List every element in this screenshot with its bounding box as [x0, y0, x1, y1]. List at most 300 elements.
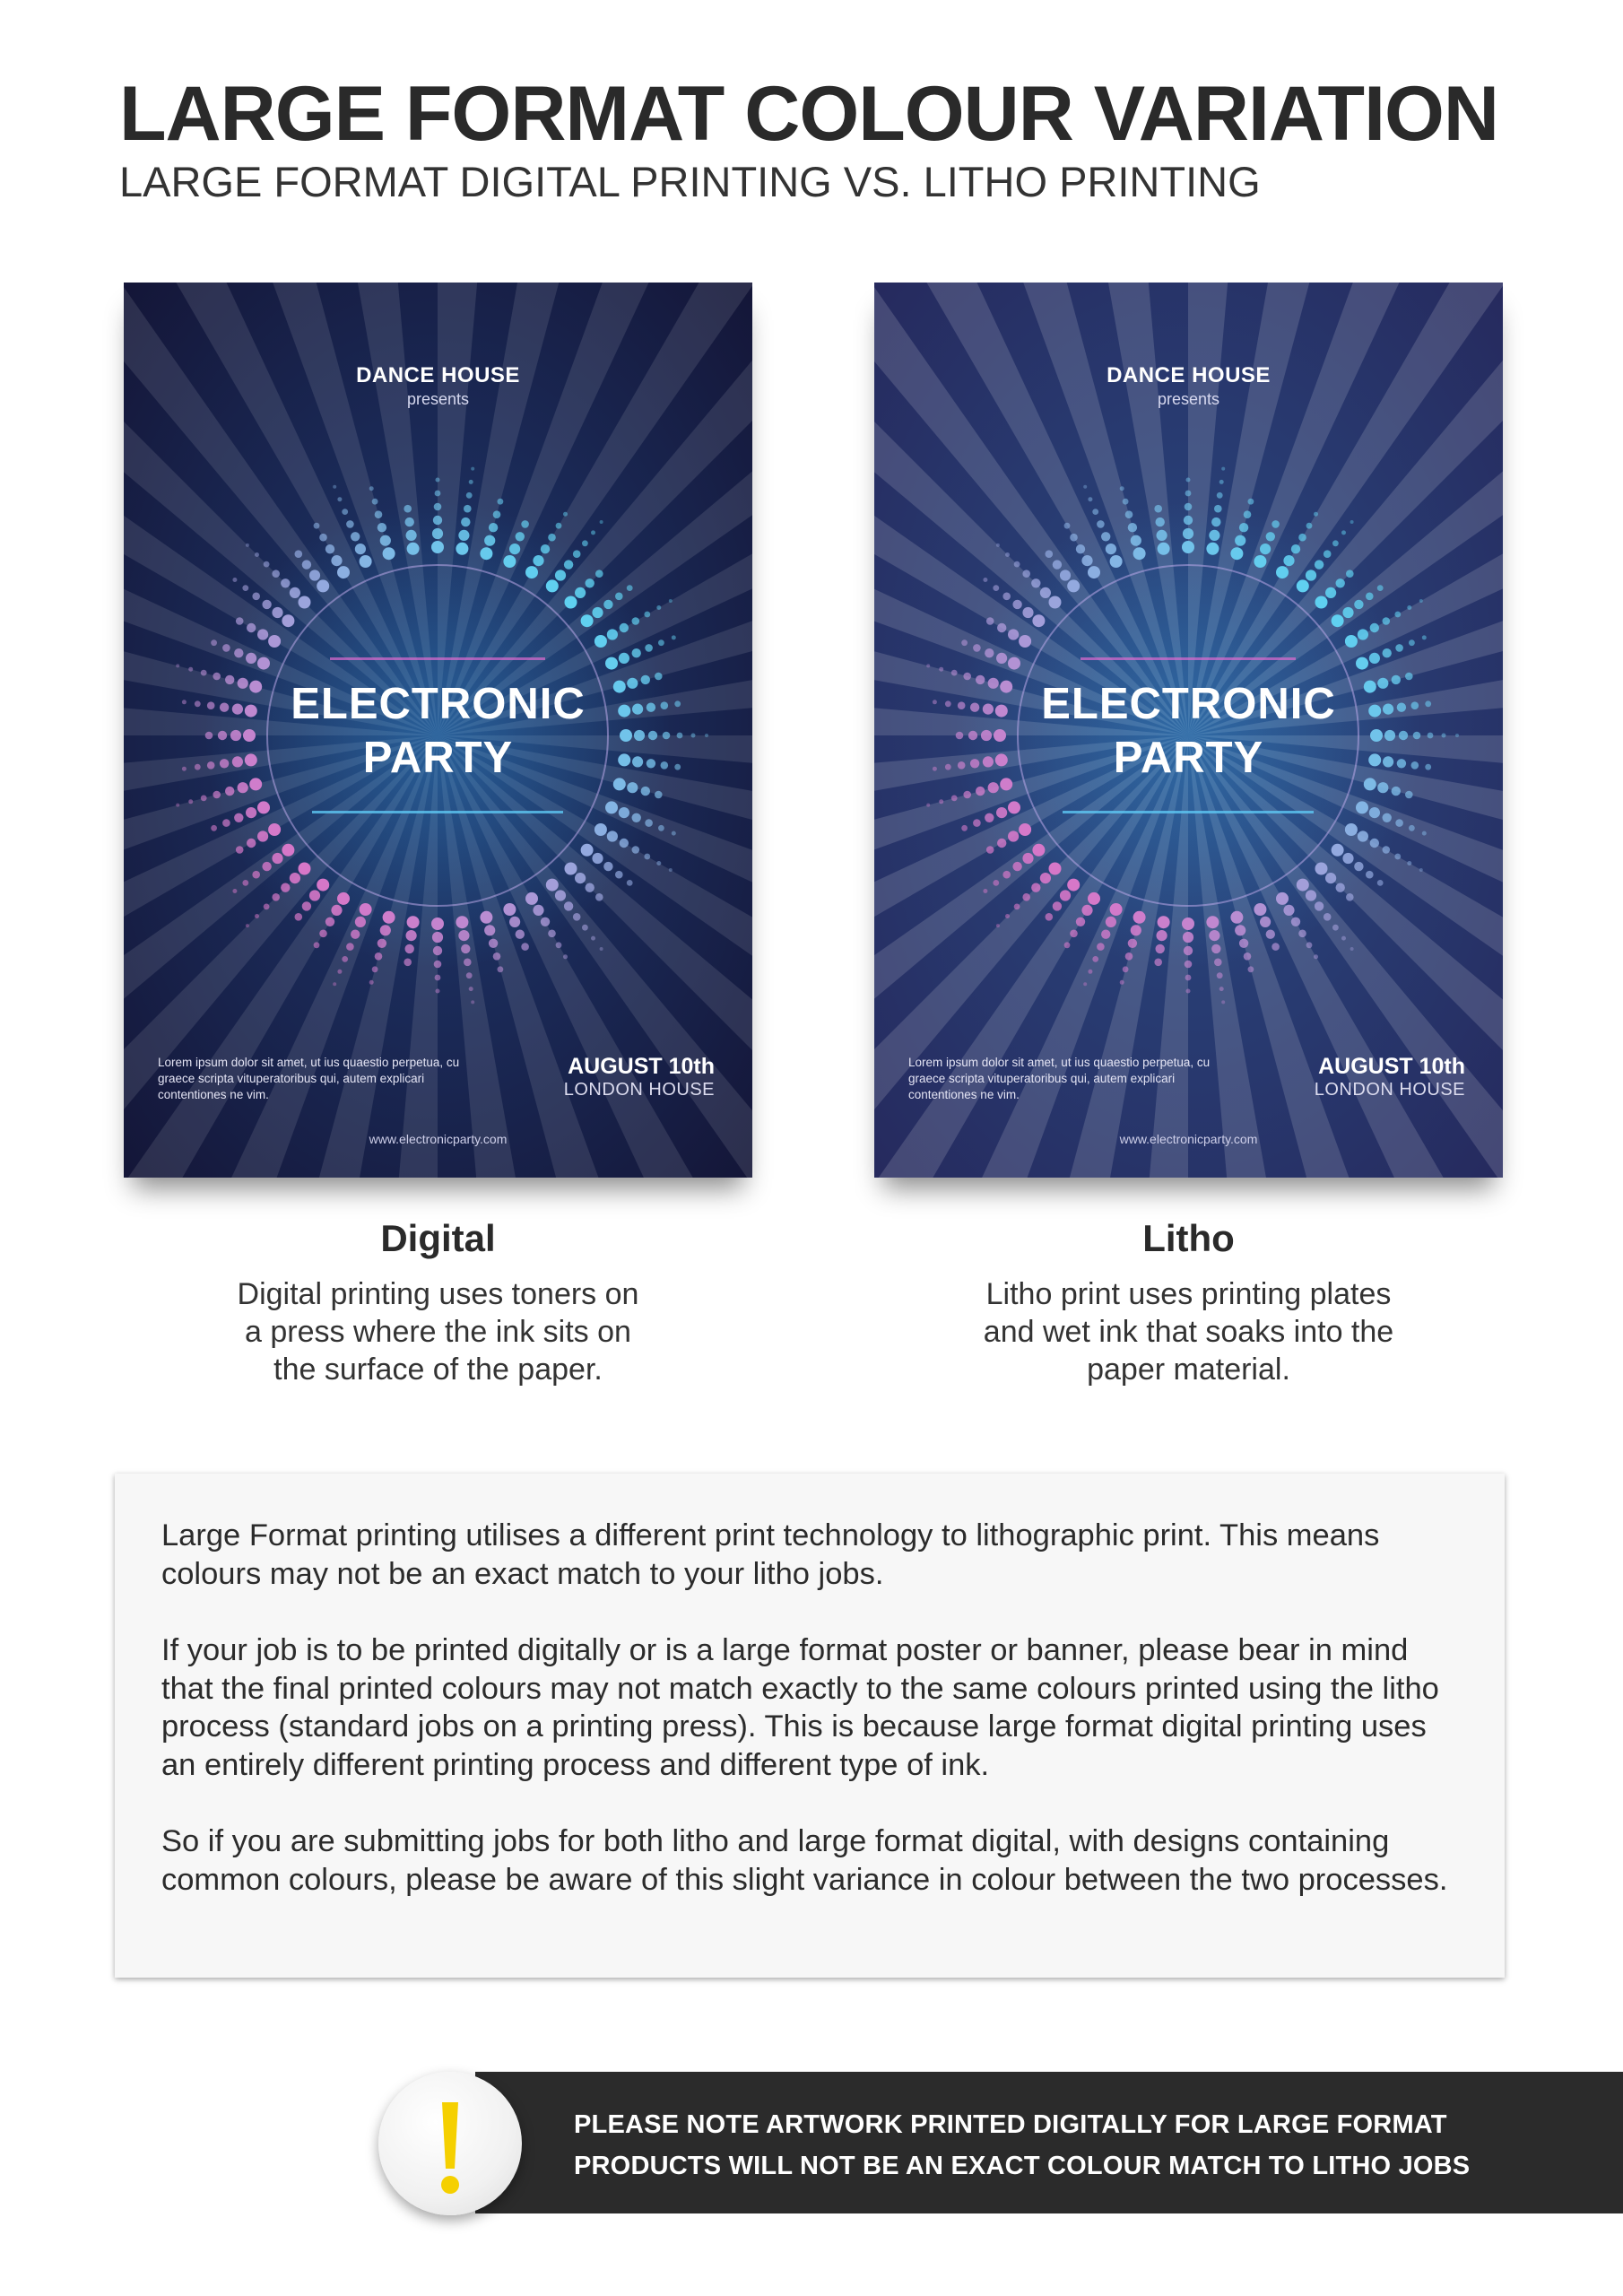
poster-dot — [1260, 544, 1271, 554]
poster-dot — [252, 593, 260, 601]
poster-dot — [1221, 467, 1225, 471]
poster-dot — [669, 599, 673, 603]
poster-dot — [299, 596, 311, 609]
poster-dot — [1239, 523, 1248, 532]
poster-dot — [360, 555, 372, 568]
poster-dot — [595, 570, 603, 578]
poster-dot — [1345, 823, 1358, 836]
poster-dot — [1156, 517, 1165, 526]
poster-dot — [1088, 497, 1092, 501]
poster-dot — [1022, 570, 1030, 578]
poster-dot — [595, 635, 607, 648]
poster-dot — [331, 905, 342, 916]
poster-dot — [1254, 555, 1266, 568]
poster-headline — [874, 677, 1503, 785]
poster-dot — [1407, 605, 1411, 610]
poster-dot — [1185, 975, 1192, 981]
poster-dot — [600, 520, 603, 524]
poster-dot — [1211, 944, 1220, 953]
poster-dot — [1332, 614, 1344, 627]
poster-dot — [575, 587, 586, 598]
poster-dot — [436, 989, 440, 994]
poster-dot — [1106, 917, 1116, 927]
poster-dot — [262, 600, 271, 609]
poster-dot — [360, 903, 372, 916]
digital-description — [124, 1275, 752, 1388]
poster-dot — [222, 644, 230, 652]
litho-description — [874, 1275, 1503, 1388]
poster-dot — [1183, 528, 1193, 539]
poster-dot — [603, 600, 612, 609]
poster-dot — [1019, 823, 1031, 836]
poster-dot — [314, 523, 320, 529]
poster-dot — [257, 657, 270, 670]
poster-dot — [1064, 942, 1071, 948]
litho-description-line: Litho print uses printing plates — [985, 1277, 1392, 1311]
poster-dot — [431, 918, 444, 930]
poster-dot — [434, 961, 442, 969]
poster-dot — [1276, 566, 1289, 578]
poster-dot — [615, 871, 623, 879]
poster-dot — [378, 523, 386, 532]
poster-dot — [565, 596, 577, 609]
poster-presents: presents — [1157, 390, 1220, 408]
poster-dot — [232, 889, 237, 893]
poster-dot — [644, 612, 650, 618]
poster-dot — [996, 807, 1007, 818]
poster-dot — [951, 796, 958, 802]
poster-dot — [555, 890, 566, 900]
poster-dot — [1394, 854, 1401, 860]
poster-dot — [257, 801, 270, 813]
poster-dot — [383, 547, 395, 560]
poster-dot — [586, 578, 595, 587]
poster-dot — [503, 903, 516, 916]
poster-dot — [380, 535, 391, 546]
poster-dot — [1369, 653, 1380, 664]
poster-dot — [1346, 570, 1354, 578]
poster-dot — [1209, 530, 1219, 541]
poster-dot — [993, 585, 999, 591]
poster-presents: presents — [406, 390, 470, 408]
poster-dot — [939, 799, 943, 804]
poster-dot — [1325, 587, 1336, 598]
poster-dot — [1158, 543, 1170, 555]
poster-dot — [246, 544, 249, 547]
poster-dot — [1182, 541, 1194, 553]
poster-dot — [1088, 566, 1100, 578]
poster-dot — [1158, 916, 1170, 928]
poster-dot — [1383, 813, 1392, 822]
poster-dot — [1366, 593, 1374, 601]
poster-dot — [319, 930, 327, 938]
poster-url: www.electronicparty.com — [1119, 1132, 1258, 1146]
poster-dot — [242, 880, 248, 886]
poster-dot — [1219, 480, 1224, 484]
poster-dot — [1219, 987, 1224, 991]
poster-dot — [299, 863, 311, 875]
poster-dot — [1031, 578, 1040, 587]
poster-dot — [351, 532, 360, 541]
poster-dot — [582, 925, 588, 931]
poster-dot — [372, 499, 378, 505]
poster-dot — [1235, 925, 1245, 935]
poster-dot — [564, 560, 573, 569]
poster-dot — [404, 959, 412, 967]
poster-dot — [1214, 959, 1222, 967]
poster-dot — [563, 512, 568, 517]
poster-dot — [1297, 579, 1309, 592]
poster-headline-line1: ELECTRONIC — [1041, 680, 1336, 728]
poster-dot — [351, 930, 360, 939]
poster-dot — [456, 916, 468, 928]
poster-dot — [281, 578, 290, 587]
poster-dot — [1370, 623, 1379, 632]
poster-dot — [201, 670, 207, 676]
poster-dot — [262, 862, 271, 871]
poster-dot — [489, 523, 498, 532]
poster-dot — [605, 657, 618, 670]
poster-dot — [1092, 956, 1098, 962]
poster-dot — [1097, 520, 1105, 528]
poster-dot — [1324, 550, 1332, 558]
poster-dot — [201, 796, 207, 802]
poster-dot — [432, 528, 443, 539]
poster-dot — [236, 617, 244, 625]
poster-dot — [406, 530, 417, 541]
poster-dot — [1291, 544, 1300, 553]
poster-dot — [325, 918, 334, 926]
poster-dot — [1157, 530, 1167, 541]
poster-dot — [564, 901, 573, 910]
poster-dot — [658, 825, 664, 831]
poster-dot — [407, 916, 420, 928]
poster-dot — [591, 530, 595, 535]
poster-dot — [1276, 892, 1289, 905]
poster-dot — [1186, 989, 1191, 994]
poster-dot — [997, 623, 1006, 632]
poster-date: AUGUST 10th — [1318, 1054, 1465, 1079]
poster-dot — [1239, 939, 1248, 948]
digital-description-line: the surface of the paper. — [273, 1352, 603, 1387]
poster-dot — [521, 520, 529, 528]
poster-dot — [236, 846, 244, 854]
poster-dot — [1040, 587, 1051, 598]
poster-dot — [976, 787, 985, 796]
poster-dot — [985, 813, 994, 822]
poster-dot — [337, 497, 342, 501]
poster-dot — [581, 844, 594, 857]
poster-dot — [1395, 644, 1403, 652]
poster-dot — [242, 585, 248, 591]
poster-dot — [436, 478, 440, 483]
poster-dot — [595, 823, 607, 836]
poster-dot — [573, 913, 581, 921]
info-box — [115, 1474, 1505, 1978]
poster-dot — [641, 787, 650, 796]
poster-dot — [1053, 901, 1062, 910]
poster-dot — [1314, 512, 1318, 517]
poster-dot — [595, 893, 603, 901]
poster-dot — [1383, 617, 1391, 625]
poster-dot — [369, 980, 374, 985]
poster-dot — [1395, 819, 1403, 827]
poster-url: www.electronicparty.com — [369, 1132, 508, 1146]
poster-lorem: Lorem ipsum dolor sit amet, ut ius quaestio perpetua, cu graece scripta vituperatoribus qui, autem explicari contentiones ne vim. — [908, 1056, 1211, 1101]
poster-dot — [282, 614, 294, 627]
poster-dot — [525, 892, 538, 905]
poster-dot — [1133, 547, 1146, 560]
poster-dot — [973, 644, 981, 652]
poster-dot — [1306, 523, 1313, 529]
poster-dot — [983, 889, 987, 893]
poster-dot — [1405, 791, 1413, 799]
poster-dot — [1032, 844, 1045, 857]
poster-dot — [469, 480, 473, 484]
poster-dot — [1002, 871, 1011, 879]
poster-dot — [1298, 930, 1306, 938]
poster-dot — [644, 854, 650, 860]
poster-dot — [1244, 510, 1252, 518]
poster-dot — [375, 952, 383, 961]
poster-dot — [272, 893, 280, 901]
poster-dot — [1383, 846, 1391, 854]
poster-dot — [1341, 530, 1346, 535]
poster-dot — [213, 791, 221, 799]
poster-dot — [456, 543, 468, 555]
poster-dot — [1315, 901, 1324, 910]
poster-dot — [1067, 579, 1080, 592]
poster-dot — [615, 593, 623, 601]
poster-dot — [404, 505, 412, 513]
poster-dot — [272, 607, 282, 618]
poster-dot — [1031, 883, 1040, 892]
poster-dot — [1356, 801, 1368, 813]
poster-dot — [1060, 890, 1071, 900]
poster-dot — [1081, 905, 1092, 916]
poster-dot — [632, 846, 640, 854]
note-line-1: PLEASE NOTE ARTWORK PRINTED DIGITALLY FOR LARGE FORMAT — [574, 2110, 1447, 2139]
poster-dot — [1101, 930, 1110, 939]
poster-streak — [1063, 811, 1314, 813]
poster-dot — [342, 956, 348, 962]
poster-dot — [926, 804, 930, 807]
poster-dot — [1298, 534, 1306, 542]
poster-dot — [1214, 505, 1222, 513]
poster-dot — [480, 547, 492, 560]
poster-dot — [1060, 570, 1071, 580]
poster-dot — [1097, 943, 1105, 951]
poster-dot — [669, 868, 673, 872]
poster-dot — [489, 939, 498, 948]
poster-dot — [556, 942, 562, 948]
poster-dot — [281, 883, 290, 892]
poster-dot — [1407, 861, 1411, 865]
poster-dot — [1366, 871, 1374, 879]
poster-dot — [983, 578, 987, 582]
poster-dot — [1067, 879, 1080, 891]
poster-dot — [1120, 486, 1124, 491]
poster-dot — [337, 970, 342, 974]
poster-dot — [337, 566, 350, 578]
poster-dot — [1022, 853, 1033, 864]
poster-dot — [1332, 925, 1339, 931]
poster-dot — [1186, 478, 1191, 483]
poster-dot — [434, 503, 442, 511]
digital-heading: Digital — [380, 1217, 496, 1259]
poster-dot — [1383, 648, 1392, 657]
poster-dot — [432, 932, 443, 943]
poster-dot — [1306, 942, 1313, 948]
poster-dot — [342, 509, 348, 515]
poster-dot — [1005, 552, 1010, 557]
litho-heading: Litho — [1142, 1217, 1235, 1259]
poster-dot — [1314, 954, 1318, 959]
poster-streak — [312, 811, 563, 813]
poster-dot — [309, 890, 320, 900]
poster-dot — [466, 972, 473, 978]
poster-dot — [176, 664, 179, 667]
poster-dot — [939, 667, 943, 672]
poster-dot — [516, 930, 525, 939]
poster-dot — [1012, 600, 1021, 609]
poster-dot — [1101, 532, 1110, 541]
poster-dot — [431, 541, 444, 553]
poster-dot — [469, 987, 473, 991]
poster-dot — [246, 653, 256, 664]
poster-dot — [961, 825, 968, 831]
poster-dot — [295, 550, 303, 558]
poster-dot — [264, 561, 270, 568]
poster-dot — [1120, 980, 1124, 985]
page-subtitle: LARGE FORMAT DIGITAL PRINTING VS. LITHO PRINTING — [119, 158, 1261, 205]
poster-dot — [1131, 925, 1141, 935]
poster-venue: LONDON HOUSE — [1314, 1080, 1465, 1100]
exclamation-icon — [378, 2072, 522, 2215]
poster-dot — [509, 544, 520, 554]
poster-dot — [1260, 917, 1271, 927]
note-text — [574, 2104, 1470, 2187]
poster-dot — [1032, 614, 1045, 627]
poster-dot — [268, 823, 281, 836]
poster-dot — [247, 623, 256, 632]
poster-dot — [375, 510, 383, 518]
digital-description-line: Digital printing uses toners on — [237, 1277, 639, 1311]
poster-dot — [548, 930, 556, 938]
poster-dot — [1342, 853, 1353, 864]
poster-dot — [546, 879, 559, 891]
poster-dot — [1008, 801, 1020, 813]
poster-dot — [620, 839, 629, 848]
poster-dot — [581, 614, 594, 627]
poster-dot — [1184, 946, 1193, 955]
poster-dot — [295, 913, 303, 921]
poster-dot — [317, 579, 329, 592]
poster-dot — [1356, 657, 1368, 670]
poster-dot — [1392, 787, 1401, 796]
poster-dot — [996, 544, 1000, 547]
warning-badge — [378, 2072, 522, 2215]
poster-dot — [1046, 550, 1054, 558]
poster-dot — [993, 880, 999, 886]
poster-dot — [973, 819, 981, 827]
info-paragraph-1: Large Format printing utilises a different print technology to lithographic print. This means colours may not be an exact match to your litho jobs. — [161, 1518, 1380, 1591]
poster-dot — [405, 517, 414, 526]
poster-streak — [330, 657, 545, 660]
poster-dot — [1336, 578, 1345, 587]
poster-dot — [1283, 555, 1294, 566]
poster-dot — [1345, 635, 1358, 648]
poster-dot — [1070, 930, 1078, 938]
poster-dot — [1070, 534, 1078, 542]
poster-dot — [1370, 839, 1379, 848]
poster-dot — [272, 853, 282, 864]
poster-dot — [1350, 947, 1354, 951]
poster-dot — [556, 523, 562, 529]
poster-dot — [405, 944, 414, 953]
poster-dot — [333, 485, 336, 489]
poster-dot — [433, 516, 442, 525]
litho-poster — [874, 283, 1503, 1178]
poster-dot — [1053, 560, 1062, 569]
poster-brand: DANCE HOUSE — [1107, 363, 1271, 387]
poster-dot — [484, 925, 495, 935]
poster-dot — [1002, 593, 1011, 601]
poster-dot — [565, 863, 577, 875]
poster-dot — [272, 570, 280, 578]
poster-dot — [255, 914, 259, 918]
poster-dot — [546, 579, 559, 592]
poster-dot — [380, 925, 391, 935]
poster-dot — [407, 543, 420, 555]
poster-dot — [1354, 600, 1363, 609]
poster-dot — [302, 901, 311, 910]
poster-dot — [1409, 639, 1415, 646]
poster-dot — [461, 517, 470, 526]
note-banner — [475, 2072, 1623, 2213]
poster-dot — [346, 520, 354, 528]
poster-dot — [369, 486, 374, 491]
poster-dot — [525, 566, 538, 578]
poster-dot — [1248, 966, 1254, 972]
poster-dot — [1106, 544, 1116, 554]
poster-dot — [645, 819, 653, 827]
poster-dot — [246, 924, 249, 927]
poster-dot — [1419, 868, 1423, 872]
poster-dot — [461, 944, 470, 953]
poster-dot — [1014, 561, 1020, 568]
poster-dot — [211, 639, 217, 646]
poster-dot — [458, 930, 469, 941]
poster-dot — [290, 587, 300, 598]
poster-dot — [1271, 943, 1280, 951]
poster-dot — [484, 535, 495, 546]
poster-dot — [1209, 930, 1219, 941]
poster-dot — [600, 947, 603, 951]
poster-dot — [290, 873, 300, 883]
poster-dot — [1183, 932, 1193, 943]
poster-dot — [1336, 883, 1345, 892]
poster-dot — [302, 560, 311, 569]
poster-dot — [372, 966, 378, 972]
poster-dot — [1088, 892, 1100, 905]
poster-dot — [1315, 560, 1324, 569]
poster-dot — [1377, 585, 1384, 591]
poster-dot — [555, 570, 566, 580]
poster-dot — [1110, 903, 1123, 916]
poster-dot — [1358, 629, 1368, 639]
poster-dot — [1358, 831, 1368, 841]
